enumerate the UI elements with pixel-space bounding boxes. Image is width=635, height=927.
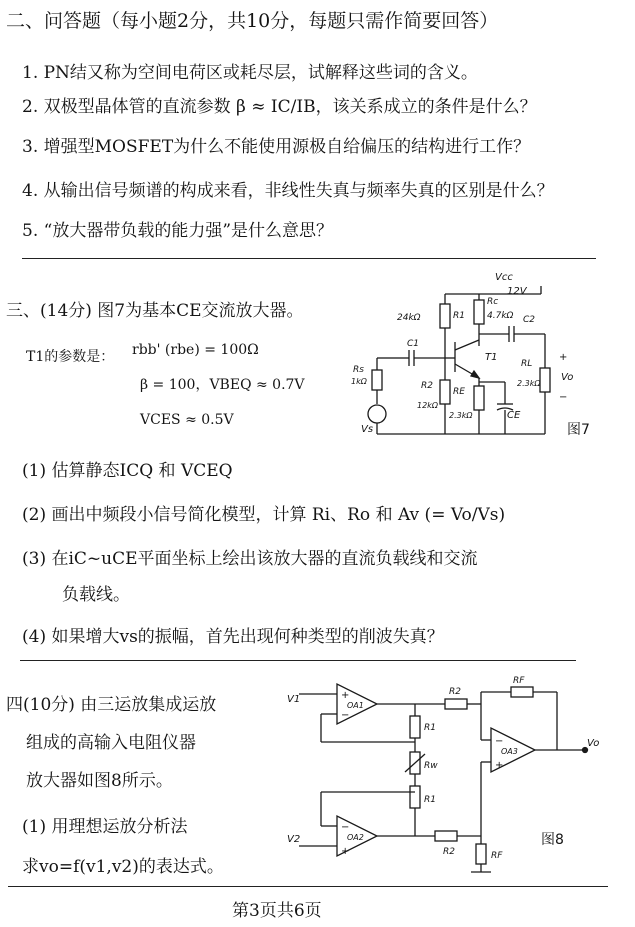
fig7-vcc-value: 12V <box>507 286 527 297</box>
fig7-vcc-label: Vcc <box>495 272 513 283</box>
fig7-r2-value: 12kΩ <box>417 401 438 410</box>
section3-header: 三、(14分) 图7为基本CE交流放大器。 <box>6 301 304 321</box>
fig8-r2a: R2 <box>449 687 461 697</box>
fig7-ce: CE <box>507 410 521 421</box>
question-2: 2. 双极型晶体管的直流参数 β ≈ IC/IB，该关系成立的条件是什么？ <box>22 97 537 117</box>
fig8-rfa: RF <box>513 676 525 686</box>
fig7-rl-value: 2.3kΩ <box>517 379 541 388</box>
fig7-c1: C1 <box>407 339 420 349</box>
fig7-caption: 图7 <box>567 422 590 438</box>
section4-line-1: 四(10分) 由三运放集成运放 <box>6 695 217 715</box>
fig7-re-value: 2.3kΩ <box>449 411 473 420</box>
fig7-r1-value: 24kΩ <box>397 313 421 323</box>
param-rbb: rbb' (rbe) = 100Ω <box>132 342 259 358</box>
fig8-oa3-minus: − <box>495 736 504 747</box>
question-3: 3. 增强型MOSFET为什么不能使用源极自给偏压的结构进行工作？ <box>22 137 531 157</box>
divider-1 <box>22 258 596 259</box>
fig7-vo: Vo <box>561 372 574 383</box>
fig8-oa3: OA3 <box>501 747 518 756</box>
fig8-r1a: R1 <box>424 723 436 733</box>
fig8-vo: Vo <box>587 738 600 749</box>
figure7-circuit <box>345 268 635 448</box>
fig8-rfb: RF <box>491 851 503 861</box>
divider-3 <box>8 886 608 887</box>
question-4: 4. 从输出信号频谱的构成来看，非线性失真与频率失真的区别是什么？ <box>22 181 554 201</box>
section4-line-4: (1) 用理想运放分析法 <box>22 817 188 837</box>
fig7-r2-name: R2 <box>421 381 433 391</box>
fig8-oa1-minus: − <box>341 710 350 721</box>
fig7-re-name: RE <box>453 387 465 397</box>
fig8-oa2: OA2 <box>347 833 364 842</box>
fig7-vs: Vs <box>361 424 374 435</box>
fig7-rs-name: Rs <box>353 365 364 375</box>
section3-item-3-cont: 负载线。 <box>62 585 130 605</box>
fig7-minus: − <box>559 392 568 403</box>
page-footer: 第3页共6页 <box>232 901 322 921</box>
section4-line-5: 求vo=f(v1,v2)的表达式。 <box>22 857 224 877</box>
fig7-rs-value: 1kΩ <box>351 377 367 386</box>
section3-item-3: (3) 在iC~uCE平面坐标上绘出该放大器的直流负载线和交流 <box>22 549 478 569</box>
section3-item-2: (2) 画出中频段小信号简化模型，计算 Ri、Ro 和 Av (= Vo/Vs) <box>22 505 506 525</box>
param-vces: VCES ≈ 0.5V <box>140 412 234 428</box>
fig7-t1: T1 <box>485 352 498 363</box>
figure8-circuit <box>285 672 615 882</box>
fig8-r1b: R1 <box>424 795 436 805</box>
fig8-v2: V2 <box>287 834 301 845</box>
section2-header: 二、问答题（每小题2分，共10分，每题只需作简要回答） <box>6 10 499 32</box>
section4-line-3: 放大器如图8所示。 <box>26 771 173 791</box>
fig7-rc-value: 4.7kΩ <box>487 311 514 321</box>
fig8-caption: 图8 <box>541 832 564 848</box>
param-beta: β = 100，VBEQ ≈ 0.7V <box>140 377 305 393</box>
fig7-r1-name: R1 <box>453 311 465 321</box>
fig7-rc-name: Rc <box>487 297 499 307</box>
section4-line-2: 组成的高输入电阻仪器 <box>26 733 196 753</box>
fig8-oa2-plus: + <box>341 846 350 857</box>
fig8-oa1: OA1 <box>347 701 364 710</box>
divider-2 <box>20 660 576 661</box>
fig8-rw: Rw <box>424 761 438 771</box>
fig8-r2b: R2 <box>443 847 455 857</box>
fig7-rl-name: RL <box>521 359 533 369</box>
fig8-oa3-plus: + <box>495 760 504 771</box>
fig7-plus: + <box>559 352 568 363</box>
fig8-oa2-minus: − <box>341 822 350 833</box>
fig8-oa1-plus: + <box>341 690 350 701</box>
section3-item-1: (1) 估算静态ICQ 和 VCEQ <box>22 461 233 481</box>
section3-item-4: (4) 如果增大vs的振幅，首先出现何种类型的削波失真？ <box>22 627 444 647</box>
section3-params-label: T1的参数是： <box>26 349 115 365</box>
fig8-v1: V1 <box>287 694 301 705</box>
question-1: 1. PN结又称为空间电荷区或耗尽层，试解释这些词的含义。 <box>22 63 478 83</box>
fig7-c2: C2 <box>523 315 536 325</box>
question-5: 5. “放大器带负载的能力强”是什么意思？ <box>22 221 334 241</box>
